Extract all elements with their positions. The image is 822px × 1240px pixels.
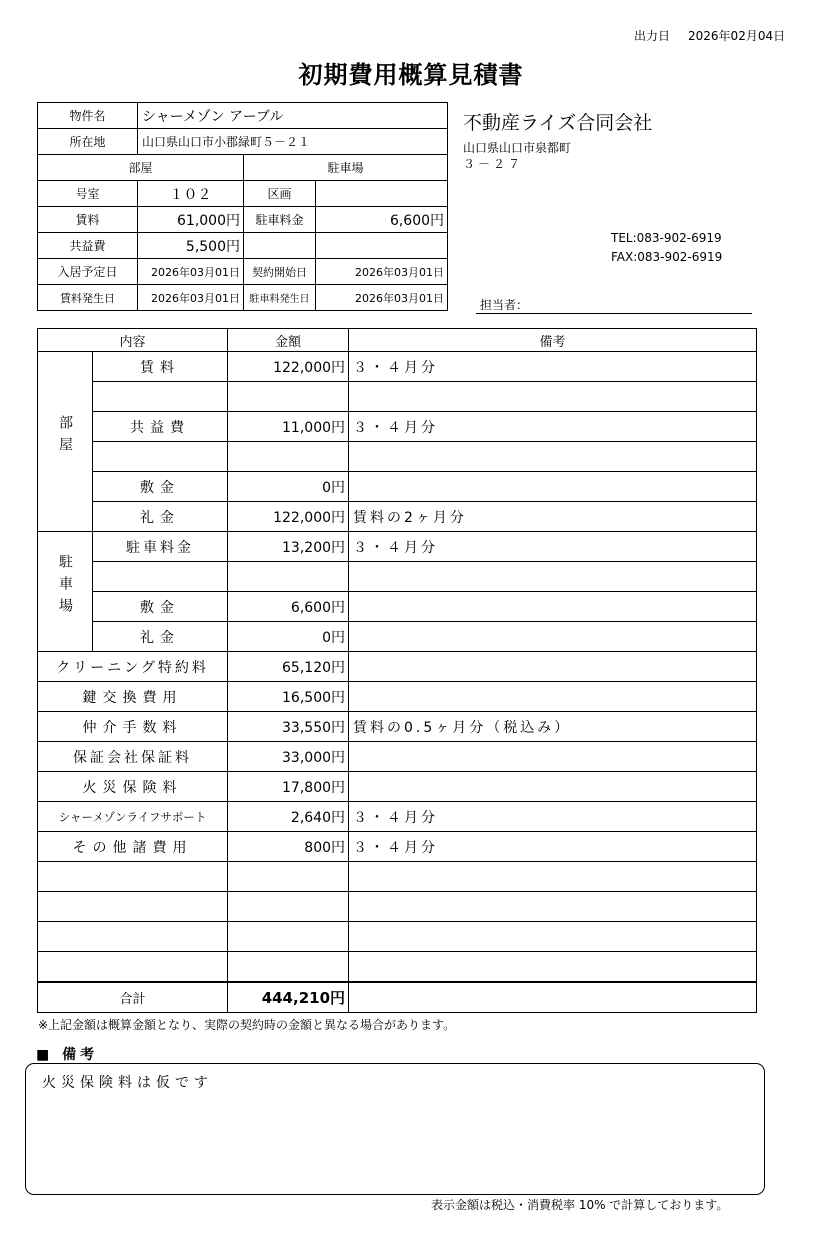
cost-item: 敷金: [93, 472, 228, 502]
table-row: [38, 532, 757, 562]
table-row: [38, 862, 757, 892]
cost-item: 共益費: [93, 412, 228, 442]
cost-amount: 65,120円: [228, 652, 349, 682]
cost-item: [38, 922, 228, 952]
cost-remarks: [349, 442, 757, 472]
cost-amount: [228, 562, 349, 592]
room-group-text: 部屋: [57, 414, 73, 459]
cost-remarks: [349, 382, 757, 412]
cost-remarks: [349, 682, 757, 712]
move-in-label: 入居予定日: [38, 259, 138, 285]
cost-item: クリーニング特約料: [38, 652, 228, 682]
cost-remarks: ３・４月分: [349, 412, 757, 442]
cost-item: [38, 952, 228, 983]
tax-note: 表示金額は税込・消費税率 10% で計算しております。: [431, 1198, 729, 1212]
table-row: [38, 682, 757, 712]
rent-value: 61,000円: [138, 207, 244, 233]
output-date-label: 出力日: [634, 29, 671, 43]
cost-remarks: [349, 862, 757, 892]
cost-remarks: 賃料の0.5ヶ月分（税込み）: [349, 712, 757, 742]
cost-remarks: ３・４月分: [349, 352, 757, 382]
table-row: [38, 382, 757, 412]
property-name: シャーメゾン アーブル: [138, 103, 448, 129]
contract-start-date: 2026年03月01日: [316, 259, 448, 285]
company-tel: TEL:083-902-6919: [611, 231, 722, 245]
header-item: 内容: [38, 329, 228, 352]
cost-item: [38, 892, 228, 922]
table-row: [38, 772, 757, 802]
cost-item: 礼金: [93, 622, 228, 652]
total-amount: 444,210円: [228, 982, 349, 1013]
cost-amount: 0円: [228, 472, 349, 502]
cost-remarks: [349, 772, 757, 802]
address-label: 所在地: [38, 129, 138, 155]
cost-item: 火災保険料: [38, 772, 228, 802]
cost-amount: [228, 442, 349, 472]
cost-amount: 800円: [228, 832, 349, 862]
cost-item: 敷金: [93, 592, 228, 622]
company-address-line2: ３－２７: [463, 157, 524, 171]
company-address-line1: 山口県山口市泉都町: [463, 141, 572, 155]
cost-remarks: [349, 592, 757, 622]
cost-item: その他諸費用: [38, 832, 228, 862]
cost-amount: 2,640円: [228, 802, 349, 832]
parking-start-date: 2026年03月01日: [316, 285, 448, 311]
empty-cell: [244, 233, 316, 259]
cost-item: [38, 862, 228, 892]
cost-amount: [228, 952, 349, 983]
cost-remarks: [349, 472, 757, 502]
cost-remarks: ３・４月分: [349, 832, 757, 862]
cost-item: 駐車料金: [93, 532, 228, 562]
cost-remarks: [349, 892, 757, 922]
disclaimer: ※上記金額は概算金額となり、実際の契約時の金額と異なる場合があります。: [38, 1018, 456, 1032]
parking-lot: [316, 181, 448, 207]
cost-amount: 122,000円: [228, 352, 349, 382]
cost-item: 礼金: [93, 502, 228, 532]
cost-item: 仲介手数料: [38, 712, 228, 742]
cost-amount: [228, 862, 349, 892]
room-number: １０２: [138, 181, 244, 207]
representative-line: [476, 313, 752, 314]
cost-amount: [228, 922, 349, 952]
cost-amount: 13,200円: [228, 532, 349, 562]
output-date-value: 2026年02月04日: [688, 29, 786, 43]
table-row: [38, 412, 757, 442]
cost-amount: 0円: [228, 622, 349, 652]
table-row: [38, 592, 757, 622]
output-date: [634, 27, 785, 44]
parking-section-header: 駐車場: [244, 155, 448, 181]
cost-item: 保証会社保証料: [38, 742, 228, 772]
rent-start-date: 2026年03月01日: [138, 285, 244, 311]
cost-remarks: [349, 742, 757, 772]
cost-amount: [228, 892, 349, 922]
total-remarks: [349, 982, 757, 1013]
cost-remarks: [349, 652, 757, 682]
table-row: [38, 832, 757, 862]
company-fax: FAX:083-902-6919: [611, 250, 723, 264]
total-row: [38, 982, 757, 1013]
cost-amount: 122,000円: [228, 502, 349, 532]
table-row: [38, 652, 757, 682]
table-row: [38, 742, 757, 772]
header-amount: 金額: [228, 329, 349, 352]
property-address: 山口県山口市小郡緑町５－２１: [138, 129, 448, 155]
property-name-label: 物件名: [38, 103, 138, 129]
cost-item: 賃料: [93, 352, 228, 382]
table-row: [38, 442, 757, 472]
rent-start-label: 賃料発生日: [38, 285, 138, 311]
cost-amount: 33,000円: [228, 742, 349, 772]
table-row: [38, 712, 757, 742]
notes-title: ■ 備考: [36, 1047, 99, 1063]
cost-item: シャーメゾンライフサポート: [38, 802, 228, 832]
table-row: [38, 502, 757, 532]
page-title: 初期費用概算見積書: [298, 61, 524, 89]
header-remarks: 備考: [349, 329, 757, 352]
room-number-label: 号室: [38, 181, 138, 207]
company-address: [463, 140, 571, 172]
parking-group-label: [38, 532, 93, 652]
cost-remarks: 賃料の2ヶ月分: [349, 502, 757, 532]
parking-fee-label: 駐車料金: [244, 207, 316, 233]
company-name: 不動産ライズ合同会社: [463, 112, 653, 134]
company-contact: [611, 229, 722, 267]
cost-amount: 6,600円: [228, 592, 349, 622]
room-group-label: [38, 352, 93, 532]
cost-remarks: [349, 562, 757, 592]
table-row: [38, 952, 757, 983]
cost-amount: 33,550円: [228, 712, 349, 742]
common-fee-label: 共益費: [38, 233, 138, 259]
cost-item: [93, 442, 228, 472]
cost-item: 鍵交換費用: [38, 682, 228, 712]
room-section-header: 部屋: [38, 155, 244, 181]
parking-start-label: 駐車料発生日: [244, 285, 316, 311]
table-row: [38, 472, 757, 502]
cost-item: [93, 562, 228, 592]
empty-cell: [316, 233, 448, 259]
table-row: [38, 802, 757, 832]
cost-remarks: [349, 952, 757, 983]
cost-remarks: ３・４月分: [349, 532, 757, 562]
cost-table: [37, 328, 757, 1013]
cost-item: [93, 382, 228, 412]
property-info-table: [37, 102, 448, 311]
cost-amount: 16,500円: [228, 682, 349, 712]
contract-start-label: 契約開始日: [244, 259, 316, 285]
table-row: [38, 922, 757, 952]
table-row: [38, 352, 757, 382]
cost-amount: [228, 382, 349, 412]
parking-fee-value: 6,600円: [316, 207, 448, 233]
table-row: [38, 562, 757, 592]
cost-remarks: [349, 622, 757, 652]
cost-amount: 17,800円: [228, 772, 349, 802]
move-in-date: 2026年03月01日: [138, 259, 244, 285]
cost-remarks: [349, 922, 757, 952]
rent-label: 賃料: [38, 207, 138, 233]
common-fee-value: 5,500円: [138, 233, 244, 259]
parking-group-text: 駐車場: [57, 553, 73, 620]
parking-lot-label: 区画: [244, 181, 316, 207]
cost-remarks: ３・４月分: [349, 802, 757, 832]
total-label: 合計: [38, 982, 228, 1013]
table-row: [38, 892, 757, 922]
notes-text: 火災保険料は仮です: [42, 1075, 213, 1091]
cost-amount: 11,000円: [228, 412, 349, 442]
representative-label: 担当者：: [480, 298, 529, 312]
table-row: [38, 622, 757, 652]
